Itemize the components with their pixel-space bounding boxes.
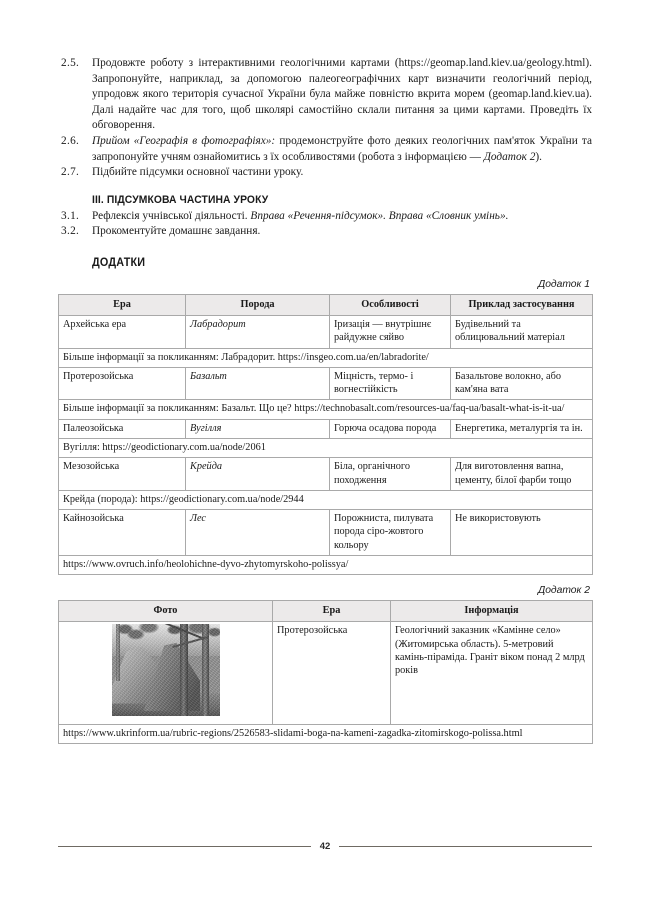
page-footer xyxy=(58,841,592,852)
item-text-end: ). xyxy=(535,150,542,163)
table-link-row xyxy=(59,724,593,743)
appendix-2-caption: Додаток 2 xyxy=(537,585,590,597)
table-row xyxy=(59,458,593,490)
item-number: 2.6. xyxy=(61,134,80,147)
cell-link: Більше інформації за покликанням: Лабрадорит. https://insgeo.com.ua/en/labradorite/ xyxy=(59,348,593,367)
lesson-steps-list xyxy=(58,56,592,181)
list-item xyxy=(58,134,592,165)
cell-link: https://www.ukrinform.ua/rubric-regions/2526583-slidami-boga-na-kameni-zagadka-zitomirskogo-polissa.html xyxy=(59,724,593,743)
cell-rock: Крейда xyxy=(186,458,330,490)
table-header-row xyxy=(59,294,593,315)
table-row xyxy=(59,510,593,556)
table-link-row xyxy=(59,400,593,419)
list-item xyxy=(58,224,592,240)
table-link-row xyxy=(59,348,593,367)
cell-features: Міцність, термо- і вогнестійкість xyxy=(330,367,451,399)
table-row xyxy=(59,316,593,348)
item-text-main: Рефлексія учнівської діяльності. xyxy=(92,209,251,222)
cell-features: Біла, органічного походження xyxy=(330,458,451,490)
item-text: Продовжте роботу з інтерактивними геологічними картами (https://geomap.land.kiev.ua/geology.html). Запропонуйте, наприклад, за допомогою палеогеографічних карт визначити геологічний період, упродовж якого територія сучасної України була майже повністю вкрита морем (geomap.land.kiev.ua). Далі надайте час для того, щоб школярі самостійно склали питання за цими картами. Проведіть їх обговорення. xyxy=(92,57,592,132)
cell-usage: Не використовують xyxy=(451,510,593,556)
table-link-row xyxy=(59,555,593,574)
cell-link: https://www.ovruch.info/heolohichne-dyvo-zhytomyrskoho-polissya/ xyxy=(59,555,593,574)
cell-link: Більше інформації за покликанням: Базальт. Що це? https://technobasalt.com/resources-ua/faq-ua/basalt-what-is-it-ua/ xyxy=(59,400,593,419)
column-header-features: Особливості xyxy=(330,294,451,315)
item-text xyxy=(92,134,592,165)
cell-rock: Базальт xyxy=(186,367,330,399)
cell-features: Порожниста, пилувата порода сіро-жовтого кольору xyxy=(330,510,451,556)
cell-information: Геологічний заказник «Камінне село» (Житомирська область). 5-метровий камінь-піраміда. Граніт віком понад 2 млрд років xyxy=(391,622,593,724)
table-header-row xyxy=(59,601,593,622)
cell-link: Крейда (порода): https://geodictionary.com.ua/node/2944 xyxy=(59,490,593,509)
cell-features: Горюча осадова порода xyxy=(330,419,451,438)
cell-era: Палеозойська xyxy=(59,419,186,438)
column-header-era: Ера xyxy=(273,601,391,622)
cell-photo xyxy=(59,622,273,724)
cell-usage: Енергетика, металургія та ін. xyxy=(451,419,593,438)
cell-rock: Вугілля xyxy=(186,419,330,438)
item-text: Підбийте підсумки основної частини уроку. xyxy=(92,166,304,179)
column-header-era: Ера xyxy=(59,294,186,315)
cell-era: Мезозойська xyxy=(59,458,186,490)
appendix-1-caption: Додаток 1 xyxy=(537,278,590,290)
item-italic-tail: Вправа «Речення-підсумок». Вправа «Словник умінь». xyxy=(250,209,509,222)
list-item xyxy=(58,56,592,134)
column-header-usage: Приклад застосування xyxy=(451,294,593,315)
item-number: 3.2. xyxy=(61,225,80,238)
cell-rock: Лес xyxy=(186,510,330,556)
appendix-2-table xyxy=(58,600,593,744)
forest-rock-photo xyxy=(112,624,220,716)
cell-era: Кайнозойська xyxy=(59,510,186,556)
item-italic-lead: Прийом «Географія в фотографіях»: xyxy=(92,134,276,147)
footer-rule-right xyxy=(339,846,592,848)
cell-features: Іризація — внутрішнє райдужне сяйво xyxy=(330,316,451,348)
list-item xyxy=(58,209,592,225)
table-row xyxy=(59,622,593,724)
section-steps-list xyxy=(58,209,592,240)
photo-grain-overlay xyxy=(112,624,220,716)
item-number: 2.7. xyxy=(61,166,80,179)
appendices-heading: ДОДАТКИ xyxy=(92,256,146,269)
table-row xyxy=(59,419,593,438)
column-header-rock: Порода xyxy=(186,294,330,315)
cell-era: Протерозойська xyxy=(273,622,391,724)
column-header-information: Інформація xyxy=(391,601,593,622)
cell-usage: Базальтове волокно, або кам'яна вата xyxy=(451,367,593,399)
table-link-row xyxy=(59,438,593,457)
item-number: 2.5. xyxy=(61,57,80,69)
list-item xyxy=(58,165,592,181)
cell-era: Архейська ера xyxy=(59,316,186,348)
section-heading: III. ПІДСУМКОВА ЧАСТИНА УРОКУ xyxy=(92,193,269,206)
column-header-photo: Фото xyxy=(59,601,273,622)
table-row xyxy=(59,367,593,399)
cell-era: Протерозойська xyxy=(59,367,186,399)
cell-usage: Для виготовлення вапна, цементу, білої фарби тощо xyxy=(451,458,593,490)
table-link-row xyxy=(59,490,593,509)
item-italic-tail: Додаток 2 xyxy=(483,150,536,163)
appendix-1-table xyxy=(58,294,593,575)
item-number: 3.1. xyxy=(61,209,80,222)
cell-rock: Лабрадорит xyxy=(186,316,330,348)
item-text-main: продемонструйте фото деяких геологічних пам'яток України та запропонуйте учням ознайомитись з їх особливостями (робота з інформацією — xyxy=(92,134,593,163)
cell-link: Вугілля: https://geodictionary.com.ua/node/2061 xyxy=(59,438,593,457)
footer-rule-left xyxy=(58,846,311,848)
page-number: 42 xyxy=(319,841,331,852)
cell-usage: Будівельний та облицювальний матеріал xyxy=(451,316,593,348)
item-text: Прокоментуйте домашнє завдання. xyxy=(92,225,261,238)
item-text xyxy=(92,209,592,225)
